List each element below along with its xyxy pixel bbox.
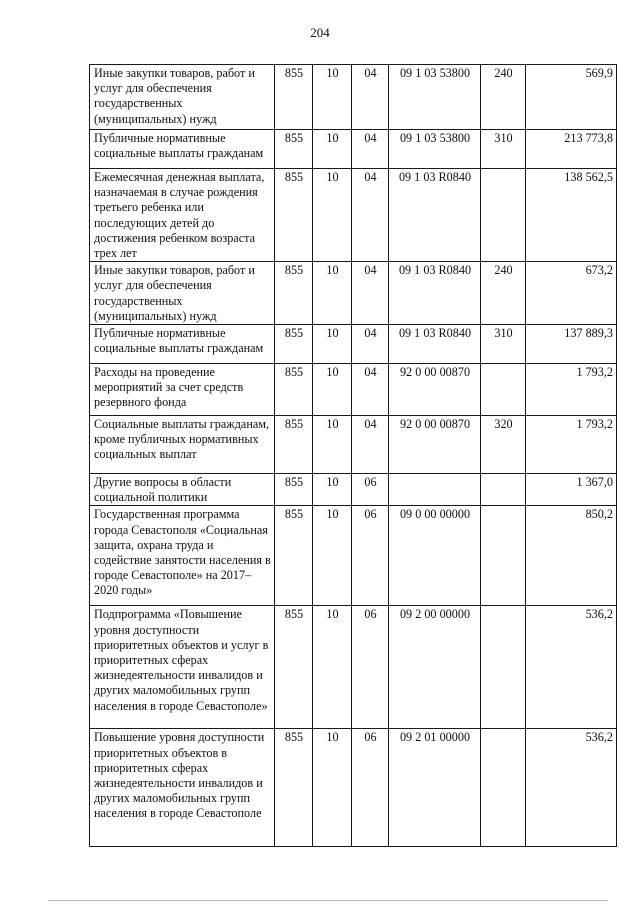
ministry-code-cell: 855: [275, 262, 313, 325]
amount-cell: 137 889,3: [526, 325, 617, 364]
page-bottom-rule: [48, 900, 608, 901]
expense-name-cell: Социальные выплаты гражданам, кроме публичных нормативных социальных выплат: [90, 416, 275, 474]
ministry-code-cell: 855: [275, 606, 313, 729]
page-number: 204: [310, 25, 330, 40]
section-code-cell: 10: [313, 169, 352, 262]
amount-cell: 1 367,0: [526, 474, 617, 506]
ministry-code-cell: 855: [275, 169, 313, 262]
expense-type-cell: 240: [481, 262, 526, 325]
expense-type-cell: [481, 474, 526, 506]
expense-type-cell: [481, 169, 526, 262]
target-article-cell: 09 1 03 R0840: [389, 325, 481, 364]
target-article-cell: 09 2 01 00000: [389, 729, 481, 847]
table-row: [90, 506, 617, 606]
subsection-code-cell: 06: [352, 606, 389, 729]
expense-type-cell: [481, 729, 526, 847]
section-code-cell: 10: [313, 729, 352, 847]
subsection-code-cell: 04: [352, 416, 389, 474]
table-row: [90, 262, 617, 325]
amount-cell: 673,2: [526, 262, 617, 325]
target-article-cell: 09 1 03 53800: [389, 130, 481, 169]
table-row: [90, 416, 617, 474]
expense-type-cell: [481, 364, 526, 416]
expense-name-cell: Подпрограмма «Повышение уровня доступности приоритетных объектов и услуг в приоритетных сферах жизнедеятельности инвалидов и других маломобильных групп населения в городе Севастополе»: [90, 606, 275, 729]
table-row: [90, 606, 617, 729]
target-article-cell: 92 0 00 00870: [389, 416, 481, 474]
table-row: [90, 130, 617, 169]
target-article-cell: 92 0 00 00870: [389, 364, 481, 416]
target-article-cell: 09 2 00 00000: [389, 606, 481, 729]
expense-name-cell: Другие вопросы в области социальной политики: [90, 474, 275, 506]
amount-cell: 1 793,2: [526, 416, 617, 474]
expense-name-cell: Публичные нормативные социальные выплаты гражданам: [90, 325, 275, 364]
section-code-cell: 10: [313, 262, 352, 325]
amount-cell: 536,2: [526, 606, 617, 729]
ministry-code-cell: 855: [275, 729, 313, 847]
table-row: [90, 65, 617, 130]
subsection-code-cell: 04: [352, 364, 389, 416]
expense-type-cell: 310: [481, 325, 526, 364]
amount-cell: 850,2: [526, 506, 617, 606]
subsection-code-cell: 04: [352, 325, 389, 364]
target-article-cell: 09 1 03 R0840: [389, 262, 481, 325]
subsection-code-cell: 04: [352, 130, 389, 169]
subsection-code-cell: 06: [352, 506, 389, 606]
table-row: [90, 325, 617, 364]
target-article-cell: 09 1 03 R0840: [389, 169, 481, 262]
expense-name-cell: Расходы на проведение мероприятий за счет средств резервного фонда: [90, 364, 275, 416]
section-code-cell: 10: [313, 606, 352, 729]
expense-name-cell: Государственная программа города Севастополя «Социальная защита, охрана труда и содействие занятости населения в городе Севастополе» на 2017–2020 годы»: [90, 506, 275, 606]
ministry-code-cell: 855: [275, 416, 313, 474]
table-row: [90, 729, 617, 847]
ministry-code-cell: 855: [275, 506, 313, 606]
section-code-cell: 10: [313, 474, 352, 506]
expense-name-cell: Иные закупки товаров, работ и услуг для обеспечения государственных (муниципальных) нужд: [90, 262, 275, 325]
expense-type-cell: 240: [481, 65, 526, 130]
table-body: [90, 65, 617, 847]
subsection-code-cell: 06: [352, 474, 389, 506]
ministry-code-cell: 855: [275, 325, 313, 364]
subsection-code-cell: 04: [352, 262, 389, 325]
expense-type-cell: [481, 606, 526, 729]
target-article-cell: 09 0 00 00000: [389, 506, 481, 606]
expense-type-cell: 320: [481, 416, 526, 474]
ministry-code-cell: 855: [275, 474, 313, 506]
section-code-cell: 10: [313, 325, 352, 364]
expense-type-cell: 310: [481, 130, 526, 169]
target-article-cell: [389, 474, 481, 506]
ministry-code-cell: 855: [275, 130, 313, 169]
section-code-cell: 10: [313, 416, 352, 474]
section-code-cell: 10: [313, 65, 352, 130]
section-code-cell: 10: [313, 364, 352, 416]
subsection-code-cell: 06: [352, 729, 389, 847]
subsection-code-cell: 04: [352, 169, 389, 262]
section-code-cell: 10: [313, 130, 352, 169]
expense-type-cell: [481, 506, 526, 606]
amount-cell: 1 793,2: [526, 364, 617, 416]
table-row: [90, 169, 617, 262]
table-row: [90, 364, 617, 416]
expense-name-cell: Повышение уровня доступности приоритетных объектов в приоритетных сферах жизнедеятельности инвалидов и других маломобильных групп населения в городе Севастополе: [90, 729, 275, 847]
subsection-code-cell: 04: [352, 65, 389, 130]
expense-name-cell: Ежемесячная денежная выплата, назначаемая в случае рождения третьего ребенка или последующих детей до достижения ребенком возраста трех лет: [90, 169, 275, 262]
ministry-code-cell: 855: [275, 364, 313, 416]
target-article-cell: 09 1 03 53800: [389, 65, 481, 130]
section-code-cell: 10: [313, 506, 352, 606]
amount-cell: 536,2: [526, 729, 617, 847]
expense-name-cell: Публичные нормативные социальные выплаты гражданам: [90, 130, 275, 169]
ministry-code-cell: 855: [275, 65, 313, 130]
amount-cell: 138 562,5: [526, 169, 617, 262]
amount-cell: 569,9: [526, 65, 617, 130]
budget-table: [89, 64, 617, 847]
table-row: [90, 474, 617, 506]
amount-cell: 213 773,8: [526, 130, 617, 169]
expense-name-cell: Иные закупки товаров, работ и услуг для обеспечения государственных (муниципальных) нужд: [90, 65, 275, 130]
